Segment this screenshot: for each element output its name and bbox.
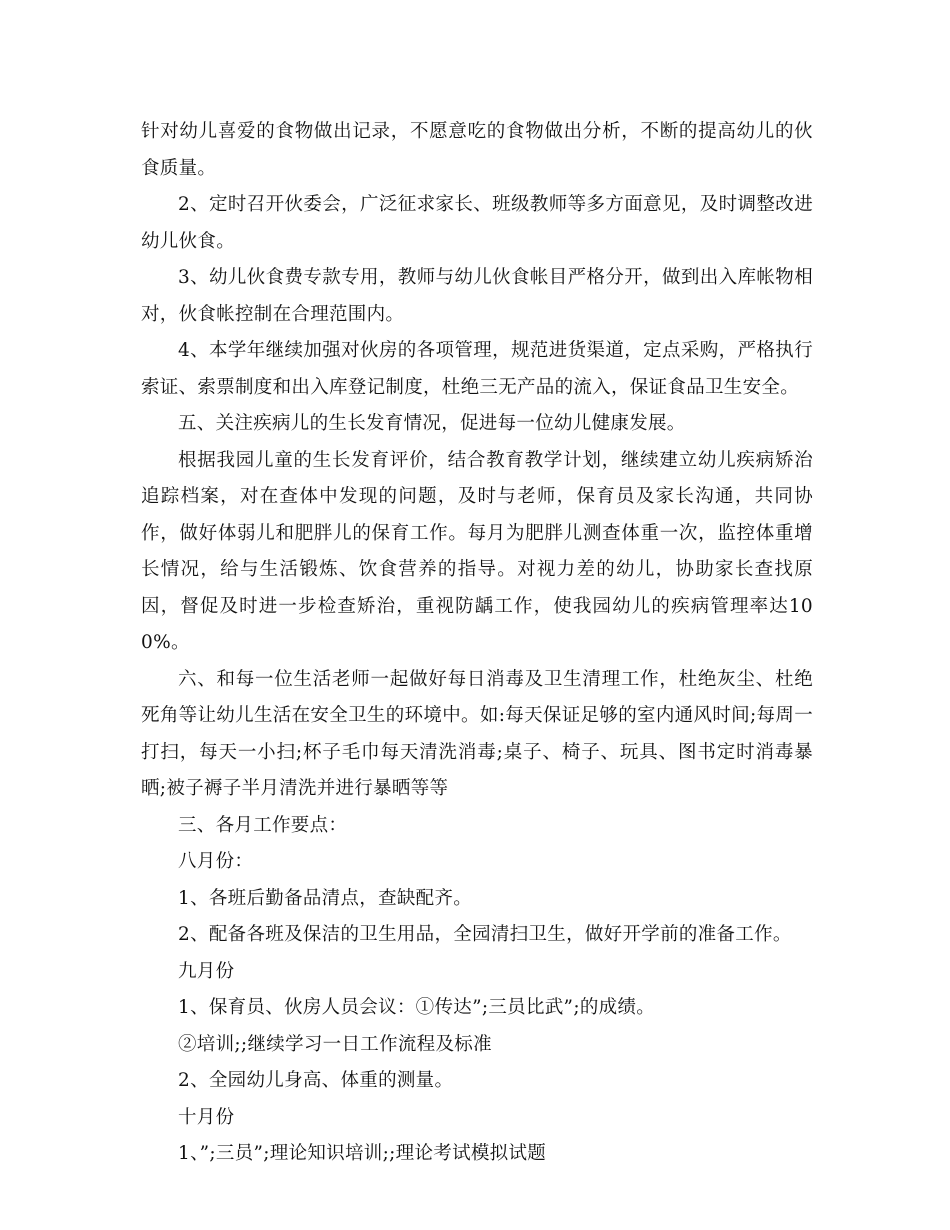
- section-heading-five: 五、关注疾病儿的生长发育情况，促进每一位幼儿健康发展。: [178, 413, 686, 434]
- list-item-august-2: 2、配备各班及保洁的卫生用品，全园清扫卫生，做好开学前的准备工作。: [178, 924, 792, 945]
- list-item-august-1: 1、各班后勤备品清点，查缺配齐。: [178, 887, 473, 909]
- paragraph-item-2-committee: 2、定时召开伙委会，广泛征求家长、班级教师等多方面意见，及时调整改进幼儿伙食。: [141, 194, 813, 252]
- list-item-september-2: 2、全园幼儿身高、体重的测量。: [178, 1070, 454, 1091]
- month-heading-september: 九月份: [178, 960, 235, 982]
- section-heading-monthly-points: 三、各月工作要点：: [178, 814, 348, 836]
- list-item-october-1: 1、”;三员”;理论知识培训;;理论考试模拟试题: [178, 1143, 547, 1164]
- list-item-september-1: 1、保育员、伙房人员会议：①传达”;三员比武”;的成绩。: [178, 997, 656, 1018]
- month-heading-august: 八月份：: [178, 851, 254, 872]
- paragraph-section-six-hygiene: 六、和每一位生活老师一起做好每日消毒及卫生清理工作，杜绝灰尘、杜绝死角等让幼儿生活在安全卫生的环境中。如:每天保证足够的室内通风时间;每周一打扫，每天一小扫;杯子毛巾每天清洗消毒;桌子、椅子、玩具、图书定时消毒暴晒;被子褥子半月清洗并进行暴晒等等: [141, 668, 813, 799]
- paragraph-item-4-kitchen: 4、本学年继续加强对伙房的各项管理，规范进货渠道，定点采购，严格执行索证、索票制度和出入库登记制度，杜绝三无产品的流入，保证食品卫生安全。: [141, 340, 813, 398]
- paragraph-food-records: 针对幼儿喜爱的食物做出记录，不愿意吃的食物做出分析，不断的提高幼儿的伙食质量。: [141, 121, 813, 179]
- month-heading-october: 十月份: [178, 1106, 235, 1128]
- document-body: [141, 114, 813, 1173]
- paragraph-growth-evaluation: 根据我园儿童的生长发育评价，结合教育教学计划，继续建立幼儿疾病矫治追踪档案，对在查体中发现的问题，及时与老师，保育员及家长沟通，共同协作，做好体弱儿和肥胖儿的保育工作。每月为肥胖儿测查体重一次，监控体重增长情况，给与生活锻炼、饮食营养的指导。对视力差的幼儿，协助家长查找原因，督促及时进一步检查矫治，重视防龋工作，使我园幼儿的疾病管理率达100%。: [141, 449, 813, 653]
- list-item-september-1-sub-2: ②培训;;继续学习一日工作流程及标准: [178, 1033, 492, 1055]
- paragraph-item-3-funds: 3、幼儿伙食费专款专用，教师与幼儿伙食帐目严格分开，做到出入库帐物相对，伙食帐控制在合理范围内。: [141, 267, 813, 325]
